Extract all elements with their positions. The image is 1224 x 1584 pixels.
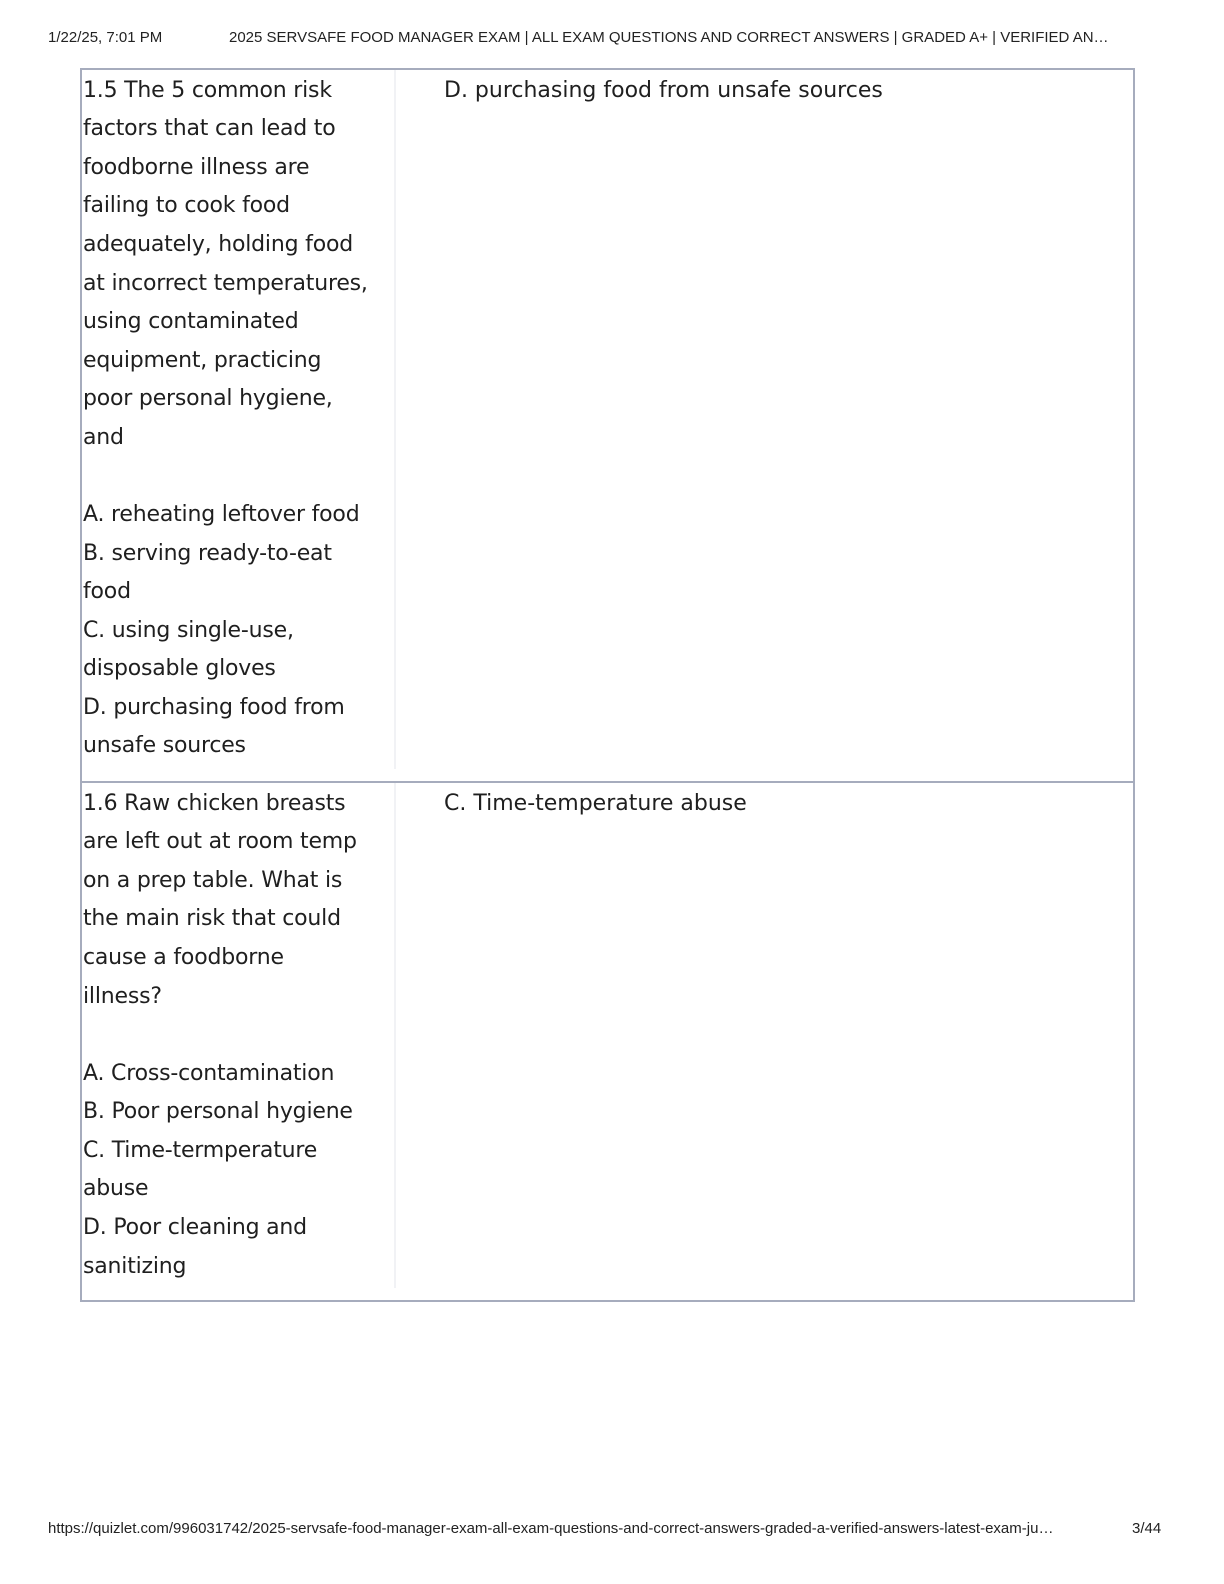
flashcard-term [82, 70, 396, 769]
term-option: food [83, 579, 131, 604]
term-option: D. purchasing food from [83, 695, 345, 720]
term-line: 1.6 Raw chicken breasts [83, 791, 346, 816]
term-line: and [83, 425, 124, 450]
print-date: 1/22/25, 7:01 PM [48, 29, 163, 46]
term-option: sanitizing [83, 1254, 187, 1279]
term-line: using contaminated [83, 309, 299, 334]
term-line: failing to cook food [83, 193, 290, 218]
term-line: cause a foodborne [83, 945, 284, 970]
print-header [0, 29, 1224, 51]
term-line: factors that can lead to [83, 116, 336, 141]
term-option: C. Time-termperature [83, 1138, 318, 1163]
page-number: 3/44 [1132, 1520, 1162, 1537]
flashcard-definition: C. Time-temperature abuse [444, 791, 747, 816]
page-title: 2025 SERVSAFE FOOD MANAGER EXAM | ALL EXAM QUESTIONS AND CORRECT ANSWERS | GRADED A+ | VERIFIED AN… [229, 29, 1109, 46]
term-line: at incorrect temperatures, [83, 271, 368, 296]
term-line: adequately, holding food [83, 232, 353, 257]
term-option: A. reheating leftover food [83, 502, 360, 527]
term-option: unsafe sources [83, 733, 246, 758]
flashcard-term [82, 783, 396, 1288]
term-option: disposable gloves [83, 656, 276, 681]
term-line: 1.5 The 5 common risk [83, 78, 332, 103]
term-line: poor personal hygiene, [83, 386, 333, 411]
term-line: are left out at room temp [83, 829, 357, 854]
flashcard [80, 68, 1135, 783]
term-option: abuse [83, 1176, 149, 1201]
flashcard-definition: D. purchasing food from unsafe sources [444, 78, 883, 103]
term-option: A. Cross-contamination [83, 1061, 335, 1086]
page-url: https://quizlet.com/996031742/2025-servsafe-food-manager-exam-all-exam-questions-and-correct-answers-graded-a-verified-answers-latest-exam-ju… [48, 1520, 1054, 1537]
term-line: on a prep table. What is [83, 868, 343, 893]
print-footer [0, 1520, 1224, 1542]
term-option: B. Poor personal hygiene [83, 1099, 353, 1124]
term-line: the main risk that could [83, 906, 341, 931]
flashcard [80, 781, 1135, 1302]
term-option: B. serving ready-to-eat [83, 541, 332, 566]
term-line: illness? [83, 984, 162, 1009]
term-option: D. Poor cleaning and [83, 1215, 307, 1240]
term-line: equipment, practicing [83, 348, 322, 373]
term-line: foodborne illness are [83, 155, 310, 180]
term-option: C. using single-use, [83, 618, 294, 643]
